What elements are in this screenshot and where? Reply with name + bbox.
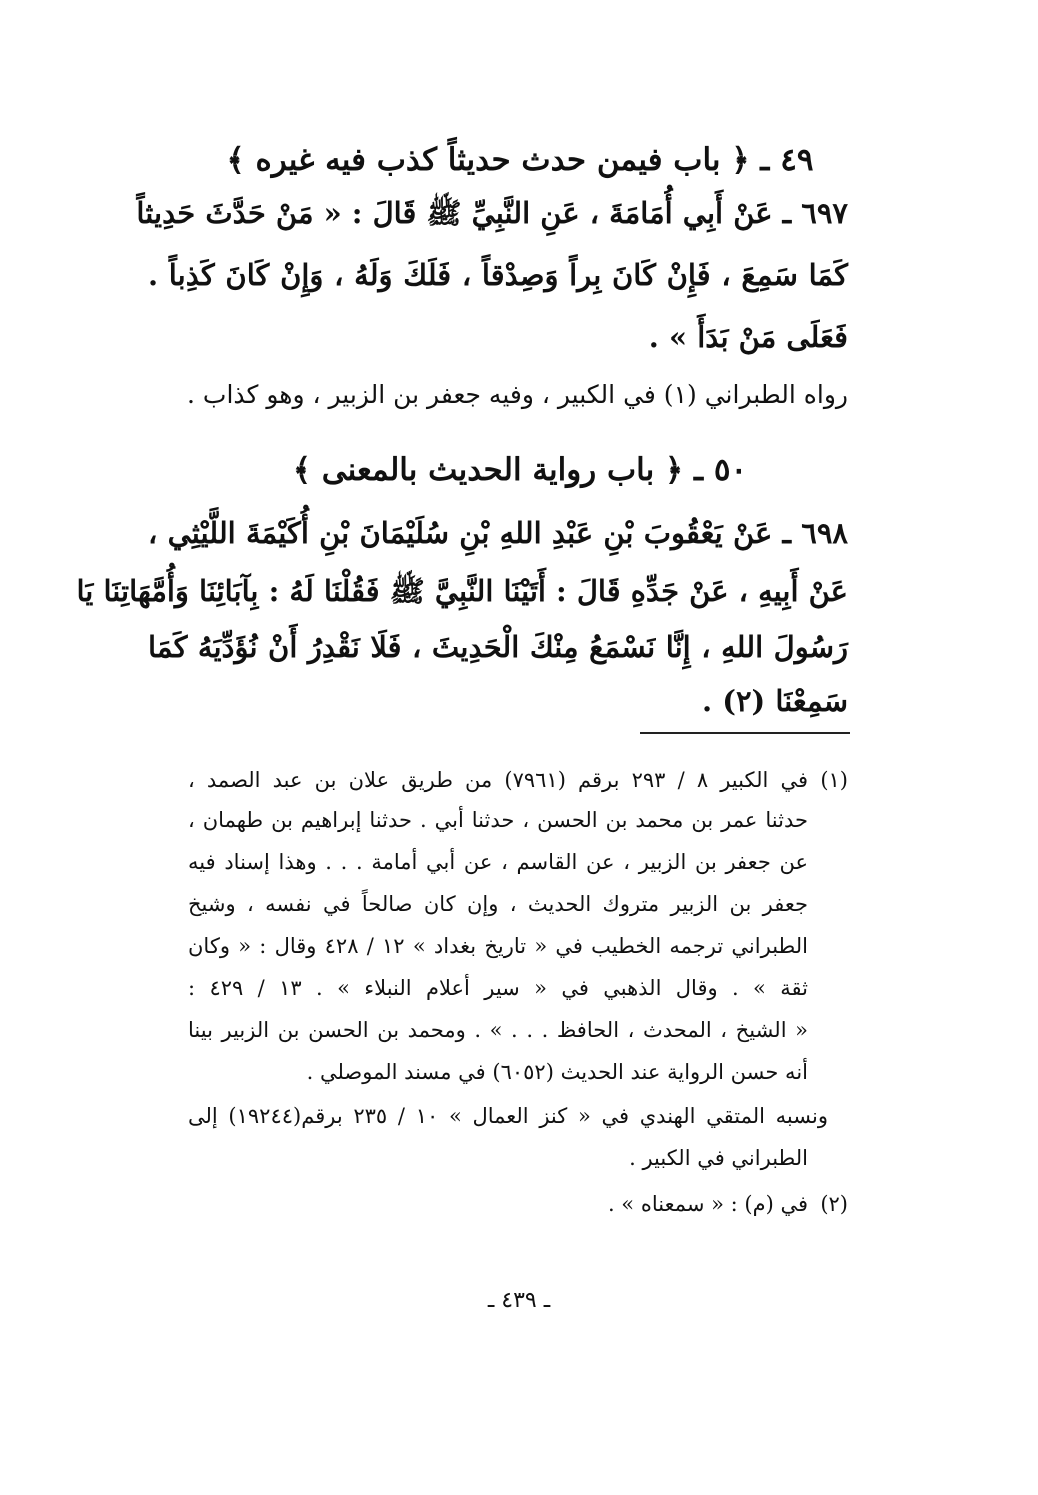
footnote-1-marker: (١) (820, 768, 848, 792)
hadith-697-line-2: كَمَا سَمِعَ ، فَإِنْ كَانَ بِراً وَصِدْقاً ، فَلَكَ وَلَهُ ، وَإِنْ كَانَ كَذِباً . (148, 258, 848, 292)
footnote-1-line-7: « الشيخ ، المحدث ، الحافظ . . . » . ومحمد بن الحسن بن الزبير بينا (188, 1018, 808, 1042)
hadith-698-line-4: سَمِعْنَا (٢) . (702, 684, 848, 718)
hadith-698-line-1: ٦٩٨ ـ عَنْ يَعْقُوبَ بْنِ عَبْدِ اللهِ بْنِ سُلَيْمَانَ بْنِ أُكَيْمَةَ اللَّيْثِي ، (148, 516, 848, 550)
hadith-698-line-2: عَنْ أَبِيهِ ، عَنْ جَدِّهِ قَالَ : أَتَيْنَا النَّبِيَّ ﷺ فَقُلْنَا لَهُ : بِآبَائِنَا وَأُمَّهَاتِنَا يَا (76, 574, 848, 608)
footnote-1-line-1: في الكبير ٨ / ٢٩٣ برقم (٧٩٦١) من طريق علان بن عبد الصمد ، (188, 768, 808, 792)
page-number: ـ ٤٣٩ ـ (487, 1288, 551, 1313)
hadith-697-line-3: فَعَلَى مَنْ بَدَأَ » . (648, 320, 848, 354)
hadith-697-narration: رواه الطبراني (١) في الكبير ، وفيه جعفر بن الزبير ، وهو كذاب . (187, 380, 848, 409)
hadith-697-line-1: ٦٩٧ ـ عَنْ أَبِي أُمَامَةَ ، عَنِ النَّبِيِّ ﷺ قَالَ : « مَنْ حَدَّثَ حَدِيثاً (136, 196, 848, 230)
footnote-1-line-3: عن جعفر بن الزبير ، عن القاسم ، عن أبي أمامة . . . وهذا إسناد فيه (188, 850, 808, 874)
footnote-2-marker: (٢) (820, 1192, 848, 1216)
footnote-2-text: في (م) : « سمعناه » . (607, 1192, 808, 1216)
footnote-1-line-4: جعفر بن الزبير متروك الحديث ، وإن كان صالحاً في نفسه ، وشيخ (188, 892, 808, 916)
footnote-1-extra-line-1: ونسبه المتقي الهندي في « كنز العمال » ١٠ / ٢٣٥ برقم(١٩٢٤٤) إلى (188, 1104, 828, 1128)
chapter-49-heading: ٤٩ ـ ﴿ باب فيمن حدث حديثاً كذب فيه غيره ﴾ (226, 142, 814, 178)
footnote-1-line-2: حدثنا عمر بن محمد بن الحسن ، حدثنا أبي . حدثنا إبراهيم بن طهمان ، (188, 808, 808, 832)
footnote-1-extra-line-2: الطبراني في الكبير . (629, 1146, 808, 1170)
chapter-50-heading: ٥٠ ـ ﴿ باب رواية الحديث بالمعنى ﴾ (292, 452, 748, 488)
footnote-separator (640, 732, 850, 734)
hadith-698-line-3: رَسُولَ اللهِ ، إِنَّا نَسْمَعُ مِنْكَ الْحَدِيثَ ، فَلَا نَقْدِرُ أَنْ نُؤَدِّيَهُ كَمَا (148, 630, 848, 664)
footnote-1-line-8: أنه حسن الرواية عند الحديث (٦٠٥٢) في مسند الموصلي . (306, 1060, 808, 1084)
footnote-1-line-6: ثقة » . وقال الذهبي في « سير أعلام النبلاء » . ١٣ / ٤٢٩ : (188, 976, 808, 1000)
footnote-1-line-5: الطبراني ترجمه الخطيب في « تاريخ بغداد » ١٢ / ٤٢٨ وقال : « وكان (188, 934, 808, 958)
